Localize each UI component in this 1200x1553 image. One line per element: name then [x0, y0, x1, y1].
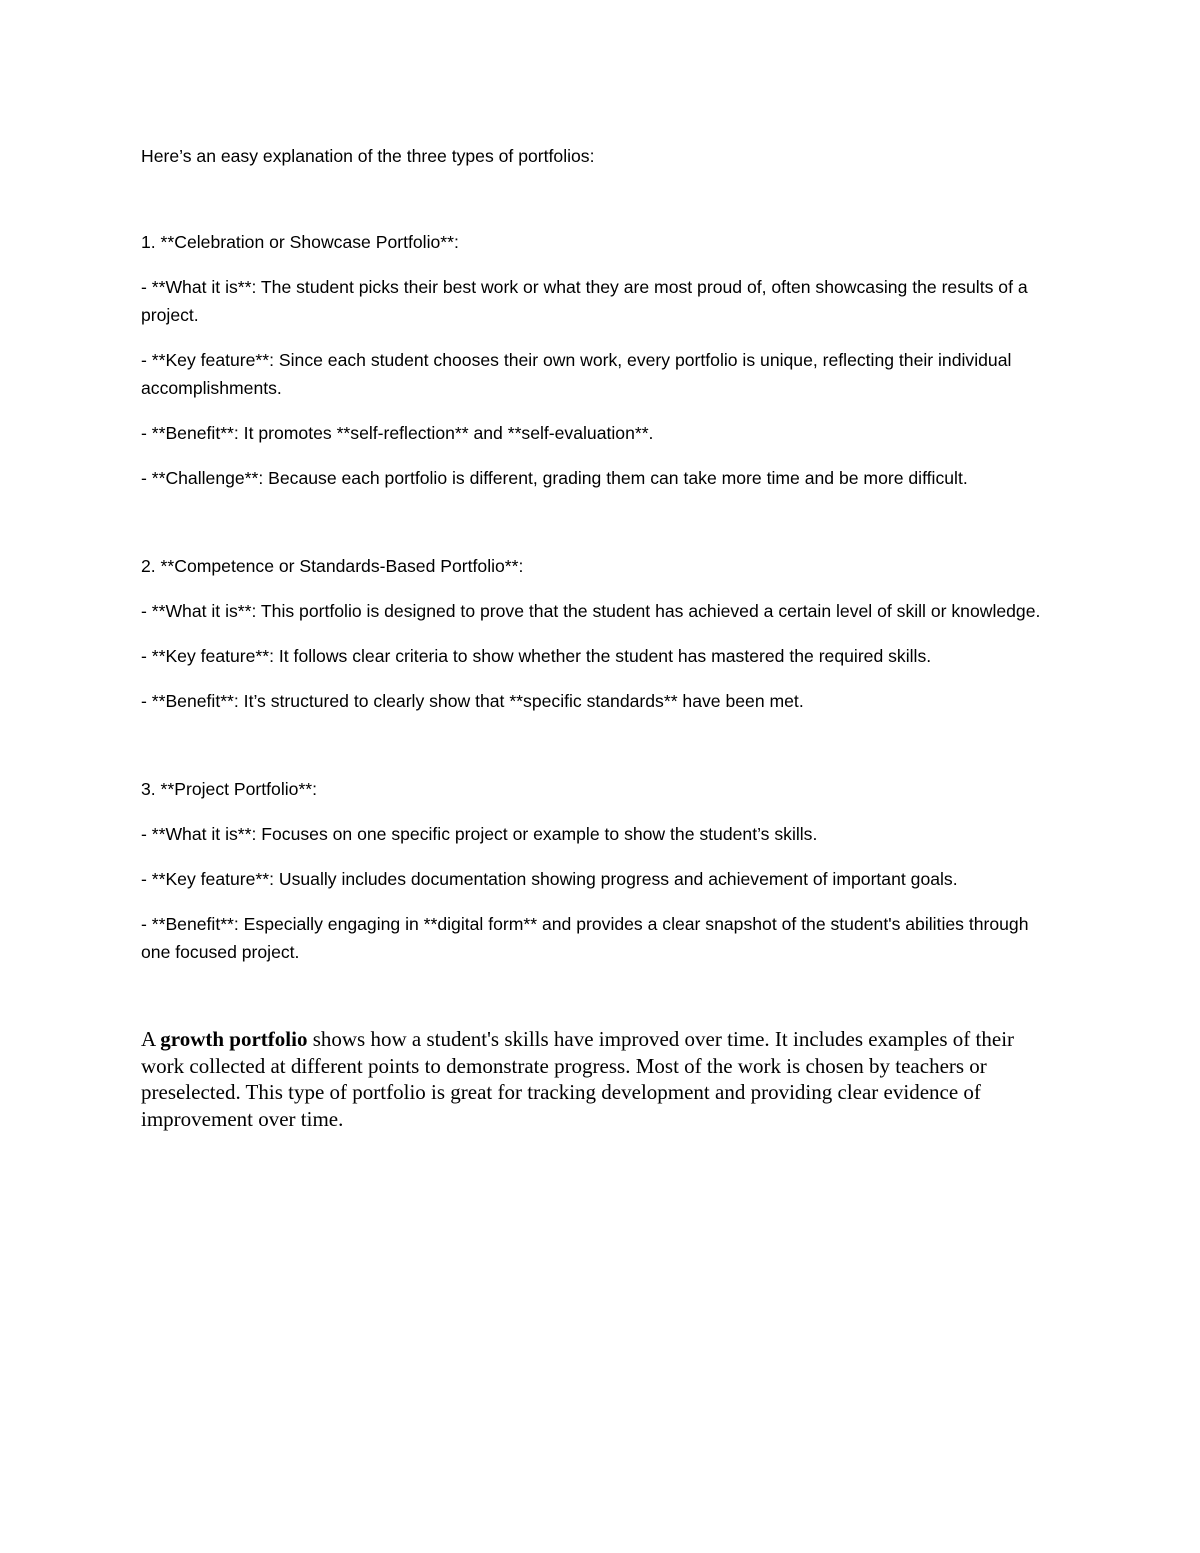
- growth-term: growth portfolio: [160, 1027, 308, 1051]
- list-item: - **Benefit**: It’s structured to clearly show that **specific standards** have been met.: [141, 691, 804, 711]
- list-item: - **Key feature**: It follows clear criteria to show whether the student has mastered the required skills.: [141, 646, 932, 666]
- list-item: - **What it is**: The student picks their best work or what they are most proud of, often showcasing the results of a project.: [141, 277, 1028, 325]
- section-project-portfolio: [141, 775, 1061, 966]
- list-item: - **Challenge**: Because each portfolio is different, grading them can take more time and be more difficult.: [141, 468, 968, 488]
- growth-portfolio-paragraph: [141, 1026, 1061, 1132]
- growth-lead: A: [141, 1027, 161, 1051]
- intro-paragraph: Here’s an easy explanation of the three types of portfolios:: [141, 146, 595, 166]
- section-competence-portfolio: [141, 552, 1061, 715]
- section-heading: 3. **Project Portfolio**:: [141, 779, 318, 799]
- growth-description: shows how a student's skills have improved over time. It includes examples of their work collected at different points to demonstrate progress. Most of the work is chosen by teachers or preselected. This type of portfolio is great for tracking development and providing clear evidence of improvement over time.: [141, 1027, 1015, 1131]
- list-item: - **Benefit**: Especially engaging in **digital form** and provides a clear snapshot of the student's abilities through one focused project.: [141, 914, 1029, 962]
- section-heading: 1. **Celebration or Showcase Portfolio**:: [141, 232, 459, 252]
- list-item: - **Key feature**: Usually includes documentation showing progress and achievement of important goals.: [141, 869, 958, 889]
- list-item: - **Benefit**: It promotes **self-reflection** and **self-evaluation**.: [141, 423, 654, 443]
- list-item: - **Key feature**: Since each student chooses their own work, every portfolio is unique, reflecting their individual accomplishments.: [141, 350, 1012, 398]
- list-item: - **What it is**: This portfolio is designed to prove that the student has achieved a certain level of skill or knowledge.: [141, 601, 1041, 621]
- section-heading: 2. **Competence or Standards-Based Portfolio**:: [141, 556, 524, 576]
- document-body: [141, 142, 1061, 1132]
- section-showcase-portfolio: [141, 228, 1061, 492]
- list-item: - **What it is**: Focuses on one specific project or example to show the student’s skills.: [141, 824, 818, 844]
